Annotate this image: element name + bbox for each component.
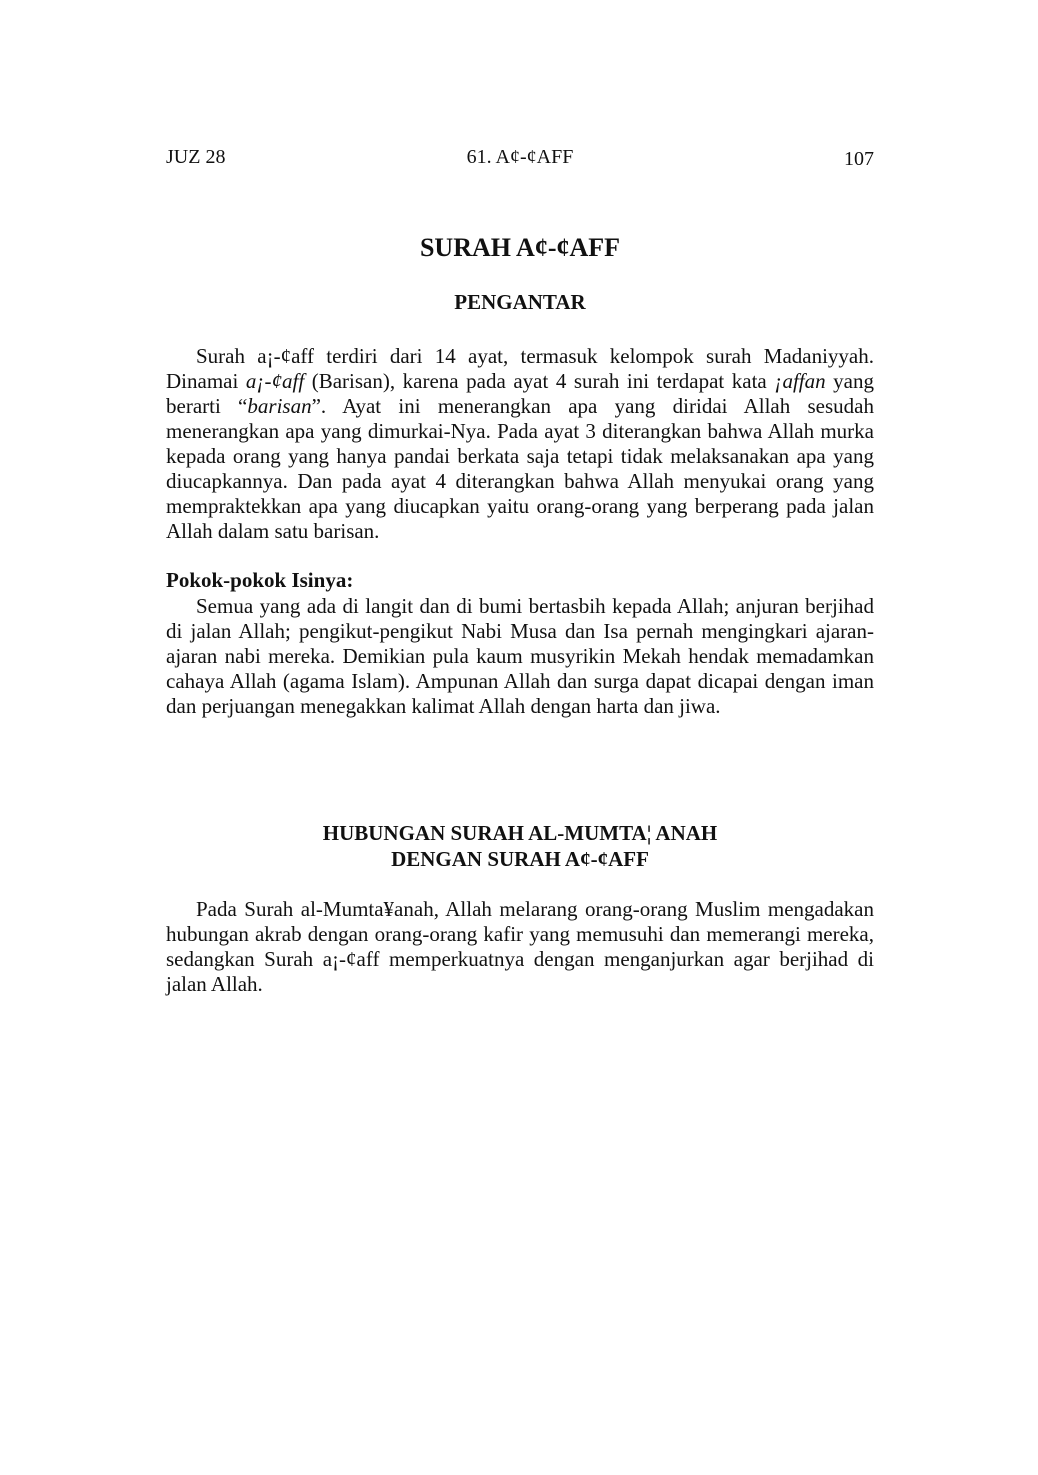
hubungan-paragraph: Pada Surah al-Mumta¥anah, Allah melarang orang-orang Muslim mengadakan hubungan akrab dengan orang-orang kafir yang memusuhi dan memerangi mereka, sedangkan Surah a¡-¢aff memperkuatnya dengan menganjurkan agar berjihad di jalan Allah.	[166, 897, 874, 996]
hubungan-heading-line2: DENGAN SURAH A¢-¢AFF	[391, 847, 649, 871]
pokok-isi-heading: Pokok-pokok Isinya:	[166, 568, 354, 592]
pokok-isi-paragraph: Semua yang ada di langit dan di bumi bertasbih kepada Allah; anjuran berjihad di jalan Allah; pengikut-pengikut Nabi Musa dan Isa pernah mengingkari ajaran-ajaran nabi mereka. Demikian pula kaum musyrikin Mekah hendak memadamkan cahaya Allah (agama Islam). Ampunan Allah dan surga dapat dicapai dengan iman dan perjuangan menegakkan kalimat Allah dengan harta dan jiwa.	[166, 594, 874, 718]
hubungan-heading-line1: HUBUNGAN SURAH AL-MUMTA¦ ANAH	[322, 821, 718, 845]
chapter-label: 61. A¢-¢AFF	[466, 146, 574, 168]
section-title-pengantar: PENGANTAR	[454, 290, 586, 314]
surah-title: SURAH A¢-¢AFF	[419, 233, 621, 262]
juz-label: JUZ 28	[166, 146, 226, 168]
page-header	[166, 146, 874, 176]
page-number: 107	[844, 148, 874, 170]
intro-paragraph: Surah a¡-¢aff terdiri dari 14 ayat, termasuk kelompok surah Madaniyyah. Dinamai a¡-¢aff (Barisan), karena pada ayat 4 surah ini terdapat kata ¡affan yang berarti “barisan”. Ayat ini menerangkan apa yang diridai Allah sesudah menerangkan apa yang dimurkai-Nya. Pada ayat 3 diterangkan bahwa Allah murka kepada orang yang hanya pandai berkata saja tetapi tidak melaksanakan apa yang diucapkannya. Dan pada ayat 4 diterangkan bahwa Allah menyukai orang yang mempraktekkan apa yang diucapkan yaitu orang-orang yang berperang pada jalan Allah dalam satu barisan.	[166, 344, 874, 543]
hubungan-heading	[166, 820, 874, 872]
